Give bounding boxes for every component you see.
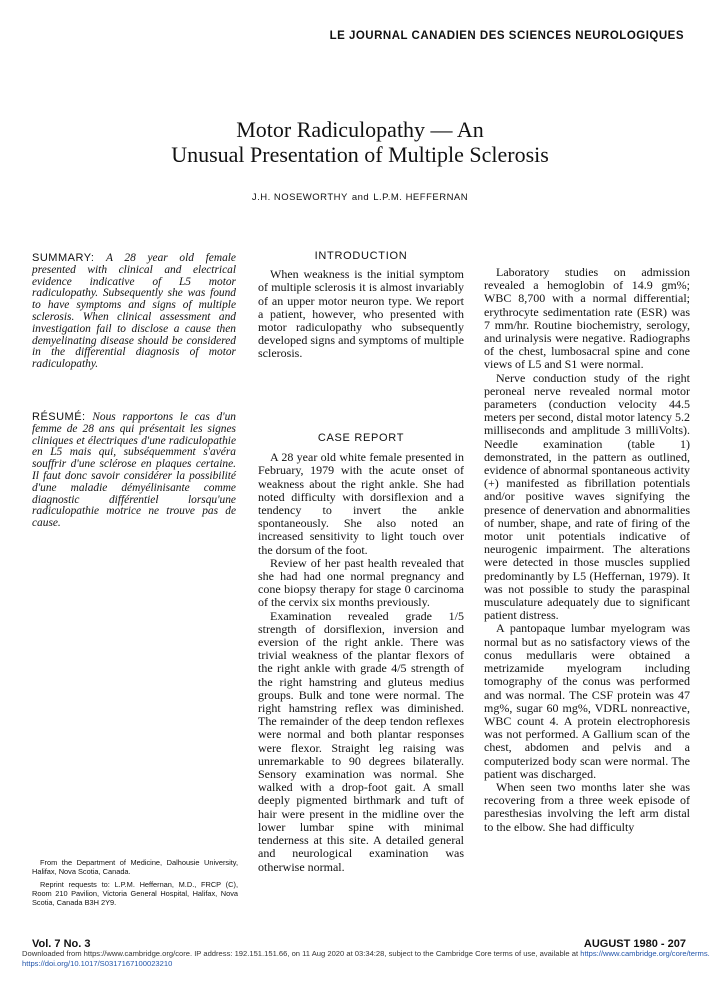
case-paragraph-3: Examination revealed grade 1/5 strength of dorsiflexion, inversion and eversion of the right ankle. There was trivial weakness of the plantar flexors of the right ankle with grade 4/5 strength of the right hamstring and gluteus medius groups. Bulk and tone were normal. The right hamstring reflex was diminished. The remainder of the deep tendon reflexes were normal and both plantar responses were flexor. Straight leg raising was unremarkable to 90 degrees bilaterally. Sensory examination was normal. She walked with a drop-foot gait. A small deeply pigmented birthmark and tuft of hair were present in the midline over the lower lumbar spine with minimal tenderness at this site. A detailed general and neurological examination was otherwise normal. [258, 608, 464, 874]
volume-number: Vol. 7 No. 3 [32, 938, 91, 950]
title-line-2: Unusual Presentation of Multiple Sclerosis [171, 142, 549, 167]
resume-label: RÉSUMÉ: [32, 411, 86, 423]
case-paragraph-1: A 28 year old white female presented in February, 1979 with the acute onset of weakness about the right ankle. She had noted difficulty with dorsiflexion and a tendency to invert the ankle spontaneously. She also noted an increased sensitivity to light touch over the dorsum of the foot. [258, 450, 464, 557]
case-report [258, 432, 464, 874]
case-report-heading: CASE REPORT [317, 432, 405, 444]
followup-paragraph: When seen two months later she was recovering from a three week episode of paresthesias involving the left arm distal to the elbow. She had difficulty [484, 779, 690, 834]
author-2: L.P.M. HEFFERNAN [373, 192, 469, 203]
terms-link[interactable]: https://www.cambridge.org/core/terms. https://doi.org/10.1017/S0317167100023210 [22, 949, 710, 968]
author-1: J.H. NOSEWORTHY [251, 192, 348, 203]
affiliation-note: From the Department of Medicine, Dalhousie University, Halifax, Nova Scotia, Canada. [32, 858, 238, 876]
authors [0, 192, 720, 203]
author-and: and [351, 192, 370, 203]
lab-paragraph: Laboratory studies on admission revealed a hemoglobin of 14.9 gm%; WBC 8,700 with a normal differential; erythrocyte sedimentation rate (ESR) was 7 mm/hr. Routine biochemistry, serology, and urinalysis were negative. Radiographs of the chest, lumbosacral spine and cone views of L5 and S1 were normal. [484, 265, 690, 372]
title-line-1: Motor Radiculopathy — An [236, 117, 484, 142]
reprint-note: Reprint requests to: L.P.M. Heffernan, M.D., FRCP (C), Room 210 Pavilion, Victoria General Hospital, Halifax, Nova Scotia, Canada B3H 2Y9. [32, 880, 238, 907]
summary-label: SUMMARY: [32, 252, 95, 264]
right-column [484, 266, 690, 834]
summary [32, 253, 236, 371]
introduction-heading: INTRODUCTION [314, 250, 408, 262]
footnotes [32, 858, 238, 911]
article-title [0, 117, 720, 167]
page-reference: AUGUST 1980 - 207 [583, 938, 686, 950]
journal-name: LE JOURNAL CANADIEN DES SCIENCES NEUROLOGIQUES [329, 30, 684, 42]
middle-column [258, 250, 464, 361]
resume-text: Nous rapportons le cas d'un femme de 28 ans qui présentait les signes cliniques et électriques d'une radiculopathie en L5 mais qui, subséquemment s'avéra souffrir d'une sclérose en plaques certaine. Il faut donc savoir considérer la possibilité d'une maladie démyélinisante comme diagnostic différentiel lorsqu'une radiculopathie motrice ne trouve pas de cause. [32, 411, 236, 530]
intro-paragraph: When weakness is the initial symptom of multiple sclerosis it is almost invariably of an upper motor neuron type. We report a patient, however, who presented with motor radiculopathy who subsequently developed signs and symptoms of multiple sclerosis. [258, 267, 464, 361]
download-notice [22, 949, 712, 969]
resume [32, 412, 236, 530]
summary-text: A 28 year old female presented with clinical and electrical evidence indicative of L5 motor radiculopathy. Subsequently she was found to have symptoms and signs of multiple sclerosis. When clinical assessment and investigation fail to disclose a cause then demyelinating disease should be considered in the differential diagnosis of motor radiculopathy. [32, 252, 236, 371]
case-paragraph-2: Review of her past health revealed that she had had one normal pregnancy and cone biopsy therapy for stage 0 carcinoma of the cervix six months previously. [258, 555, 464, 610]
nerve-conduction-paragraph: Nerve conduction study of the right peroneal nerve revealed normal motor parameters (conduction velocity 44.5 meters per second, distal motor latency 5.2 milliseconds and amplitude 3 milliVolts). Needle examination (table 1) demonstrated, in the pattern as outlined, evidence of abnormal spontaneous activity (+) manifested as fibrillation potentials and/or positive waves signifying the presence of denervation and abnormalities of number, shape, and rate of firing of the motor unit potentials indicative of neurogenic impairment. The alterations were detected in those muscles supplied predominantly by L5 (Heffernan, 1979). It was not possible to study the paraspinal musculature adequately due to significant patient distress. [484, 370, 690, 623]
download-text: Downloaded from https://www.cambridge.org/core. IP address: 192.151.151.66, on 11 Aug 2020 at 03:34:28, subject to the Cambridge Core terms of use, available at [22, 949, 579, 958]
myelogram-paragraph: A pantopaque lumbar myelogram was normal but as no satisfactory views of the conus medullaris were obtained a metrizamide myelogram including tomography of the conus was performed and was normal. The CSF protein was 47 mg%, sugar 60 mg%, VDRL nonreactive, WBC count 4. A protein electrophoresis was not performed. A Gallium scan of the chest, abdomen and pelvis and a computerized body scan were normal. The patient was discharged. [484, 621, 690, 781]
